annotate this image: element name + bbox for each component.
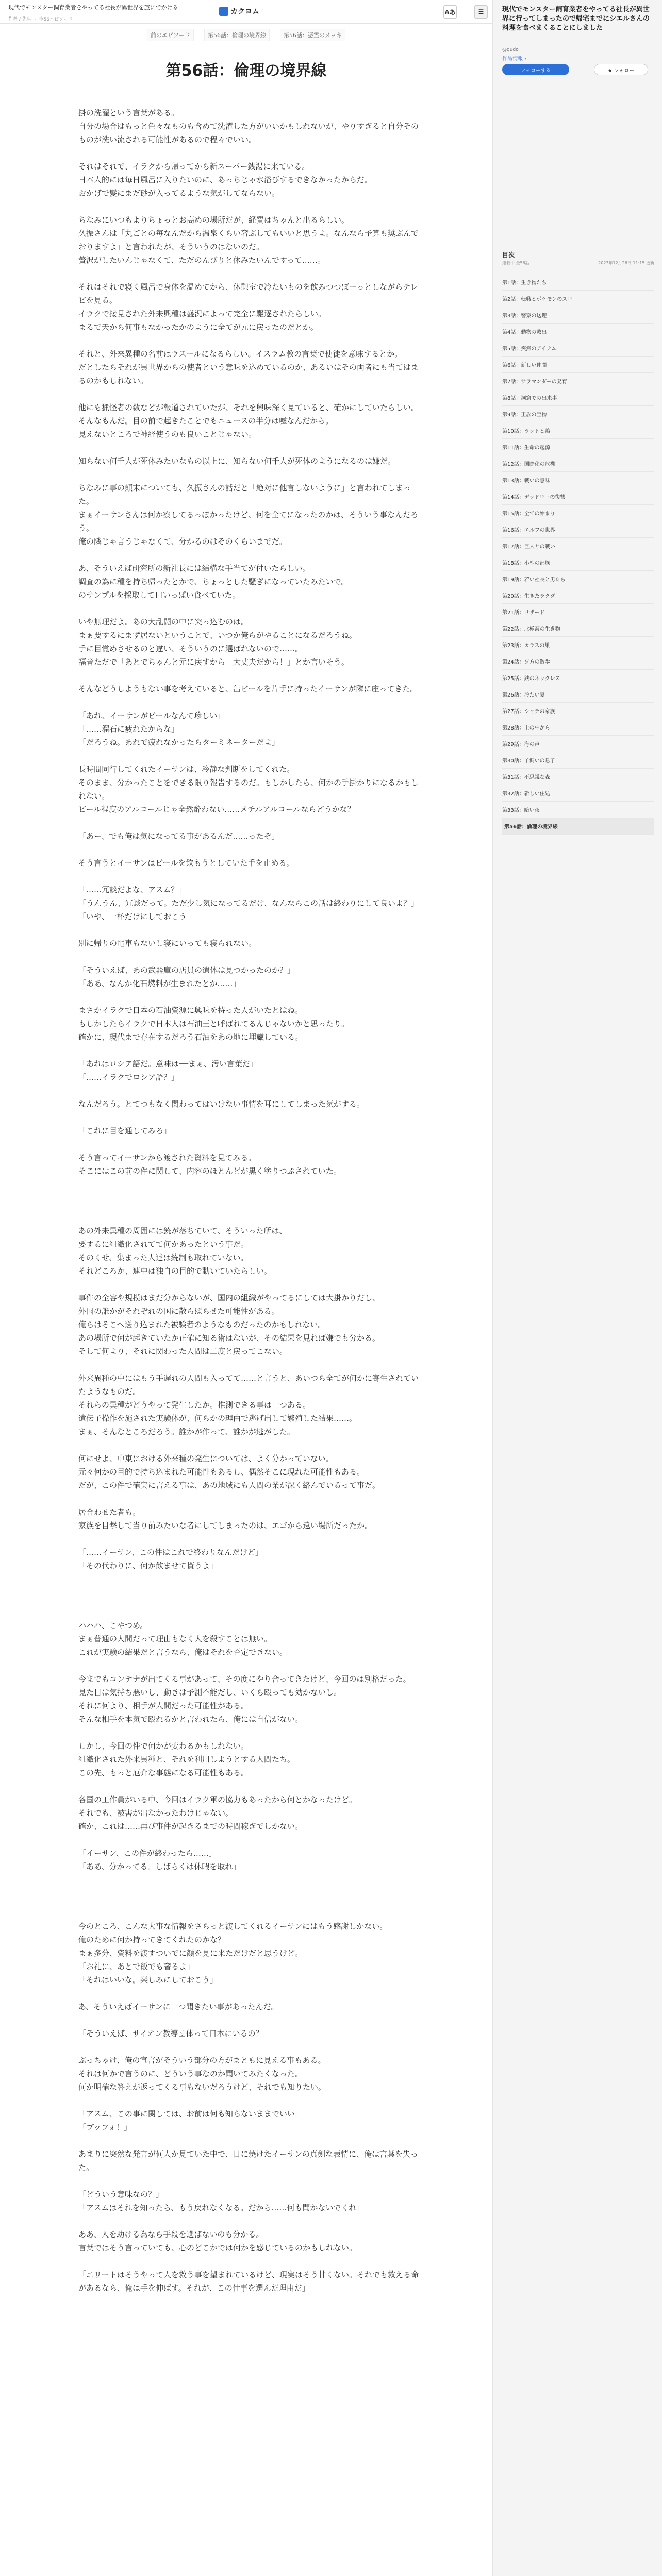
episode-paragraph: ちなみに事の顛末についても、久振さんの話だと「絶対に他言しないように」と言われてしまった。 まぁイーサンさんは何か察してるっぽかったけど、何を全てになったのかは、そういう事なんだろう。 俺の隣じゃ言うじゃなくて、分かるのはそのくらいまでだ。	[78, 483, 419, 546]
toc-item[interactable]: 第7話：サラマンダーの発育	[502, 373, 654, 389]
episode-paragraph: 「……冗談だよな、アスム？」 「うんうん、冗談だって。ただ少し気になってるだけ、なんならこの話は終わりにして良いよ？」 「いや、一杯だけにしておこう」	[78, 885, 419, 921]
work-title-link[interactable]: 現代でモンスター飼育業者をやってる社長が異世界を旅にでかける	[8, 4, 178, 11]
toc-item[interactable]: 第8話：洞窟での出来事	[502, 389, 654, 406]
toc-item[interactable]: 第28話：土の中から	[502, 719, 654, 736]
toc-item[interactable]: 第13話：戦いの意味	[502, 472, 654, 488]
toc-status: 連載中 全56話	[502, 261, 529, 265]
toc-item[interactable]: 第29話：海の声	[502, 736, 654, 752]
episode-paragraph: ああ、人を助ける為なら手段を選ばないのも分かる。 言葉ではそう言っていても、心のどこかでは何かを感じているのかもしれない。	[78, 2230, 357, 2252]
toc-heading: 目次	[502, 251, 515, 259]
episode-paragraph: 何にせよ、中東における外来種の発生については、よく分かっていない。 元々何かの目的で持ち込まれた可能性もあるし、偶然そこに現れた可能性もある。 だが、この件で確実に言える事は、あの地域にも人間の業が深く絡んでいるって事だ。	[78, 1454, 380, 1490]
toc-item[interactable]: 第2話：転職とポケモンのスコ	[502, 291, 654, 307]
episode-nav	[0, 29, 492, 41]
episode-paragraph: あ、そういえばイーサンに一つ聞きたい事があったんだ。	[78, 2002, 279, 2011]
work-author: 作者 / 先生 ・ 全56エピソード	[8, 17, 73, 22]
episode-paragraph: 居合わせた者も。 家族を目撃して当り前みたいな者にしてしまったのは、エゴから遠い場所だったか。	[78, 1507, 373, 1530]
toc-item[interactable]: 第18話：小型の部族	[502, 554, 654, 571]
toc-item[interactable]: 第31話：不思議な森	[502, 769, 654, 785]
episode-paragraph: 「あれ、イーサンがビールなんて珍しい」 「……溜石に疲れたからな」 「だろうね。あれで疲れなかったらターミネーターだよ」	[78, 711, 280, 747]
toc-item[interactable]: 第17話：巨人との戦い	[502, 538, 654, 554]
logo-icon	[219, 7, 228, 16]
logo-text: カクヨム	[230, 8, 259, 16]
episode-paragraph: 各国の工作員がいる中、今回はイラク軍の協力もあったから何とかなったけど。 それでも、被害が出なかったわけじゃない。 確か、これは……再び事件が起きるまでの時間稼ぎでしかない。	[78, 1795, 357, 1831]
toc-list	[502, 274, 654, 835]
toc-meta	[502, 260, 654, 266]
episode-paragraph: 「アスム、この事に関しては、お前は何も知らないままでいい」 「ブッフォ！」	[78, 2109, 303, 2132]
toc-item[interactable]: 第24話：夕方の散歩	[502, 653, 654, 670]
episode-paragraph: 「あー、でも俺は気になってる事があるんだ……ったぞ」	[78, 832, 279, 841]
toc-item[interactable]: 第21話：リザード	[502, 604, 654, 620]
toc-item[interactable]: 第4話：動物の救出	[502, 324, 654, 340]
text-size-icon[interactable]: Aあ	[443, 5, 457, 19]
toc-item[interactable]: 第1話：生き物たち	[502, 274, 654, 291]
episode-paragraph: 「これに目を通してみろ」	[78, 1126, 172, 1136]
sidebar-author[interactable]: @gudo	[502, 47, 519, 53]
episode-paragraph: 別に帰りの電車もないし寝にいっても寝られない。	[78, 939, 257, 948]
follow-author-button[interactable]: ★ フォロー	[594, 64, 648, 75]
episode-body	[78, 106, 419, 2308]
episode-paragraph: いや無理だよ。あの大乱闘の中に突っ込むのは。 まぁ要するにまず居ないということで、いつか俺らがやることになるだろうね。 手に目覚めさせるのと違い、そういうのに選ばれないので……。 福音ただで「あとでちゃんと元に戻すから 大丈夫だから！」とか言いそう。	[78, 617, 357, 667]
episode-title: 第56話：倫理の境界線	[0, 58, 492, 90]
episode-paragraph: あ、そういえば研究所の新社長には結構な手当てが付いたらしい。 調査の為に種を持ち帰ったとかで、ちょっとした騒ぎになっていたみたいで。 のサンプルを採取して口いっぱい食べていた。	[78, 564, 349, 600]
toc-item[interactable]: 第9話：王族の宝物	[502, 406, 654, 422]
episode-paragraph: まさかイラクで日本の石油資源に興味を持った人がいたとはね。 もしかしたらイラクで日本人は石油王と呼ばれてるんじゃないかと思ったり。 確かに、現代まで存在するだろう石油をあの地に埋蔵している。	[78, 1006, 350, 1042]
site-logo[interactable]	[219, 6, 259, 16]
episode-paragraph: 他にも猟怪者の数などが報道されていたが、それを興味深く見ていると、確かにしていたらしい。 そんなもんだ。目の前で起きたことでもニュースの半分は嘘なんだから。 見えないところで神経使うのも良いことじゃない。	[78, 403, 419, 439]
toc-item[interactable]: 第19話：若い社長と男たち	[502, 571, 654, 587]
toc-item[interactable]: 第5話：突然のアイテム	[502, 340, 654, 357]
episode-paragraph: 掛の洗濯という言葉がある。 自分の場合はもっと色々なものも含めて洗濯した方がいいかもしれないが、やりすぎると自分そのものが洗い流される可能性があるので程々でいい。	[78, 108, 419, 144]
episode-paragraph: あまりに突然な発言が何人か見ていた中で、日に焼けたイーサンの真剣な表情に、俺は言葉を失った。	[78, 2149, 418, 2172]
episode-paragraph: 外来異種の中にはもう手遅れの人間も入ってて……と言うと、あいつら全てが何かに寄生されていたようなものだ。 それらの異種がどうやって発生したか。推測できる事は一つある。 遺伝子操作を施された実験体が、何らかの理由で逃げ出して繁殖した結果……。 まぁ、そんなところだろう。誰かが作って、誰かが逃がした。	[78, 1374, 419, 1436]
episode-paragraph: そんなどうしようもない事を考えていると、缶ビールを片手に持ったイーサンが隣に座ってきた。	[78, 684, 418, 693]
sidebar	[492, 0, 662, 2576]
episode-paragraph: それはそれで、イラクから帰ってから新スーパー銭湯に来ている。 日本人的には毎日風呂に入りたいのに、あっちじゃ水浴びするできなかったからだ。 おかげで髪にまだ砂が入ってるような気がしてならない。	[78, 162, 372, 198]
episode-paragraph: それはそれで寝く風呂で身体を温めてから、休憩室で冷たいものを飲みつつぼーっとしながらテレビを見る。 イラクで接見された外来興種は盛況によって完全に駆逐されたらしい。 まるで天から何事もなかったかのように全てが元に戻ったのだとか。	[78, 282, 418, 332]
next-episode-link[interactable]: 第56話：憑霊のメッキ	[280, 29, 345, 41]
toc-item[interactable]: 第33話：暗い夜	[502, 802, 654, 818]
episode-paragraph: 「イーサン、この件が終わったら……」 「ああ、分かってる。しばらくは休暇を取れ」	[78, 1849, 241, 1871]
episode-paragraph: 事件の全容や規模はまだ分からないが、国内の組織がやってるにしては大掛かりだし、 外国の誰かがそれぞれの国に散らばらせた可能性がある。 俺らはそこへ送り込まれた被験者のようなものだったのかもしれない。 あの場所で何が起きていたか正確に知る術はないが、その結果を見れば嫌でも分かる。 そして何より、それに関わった人間は二度と戻ってこない。	[78, 1293, 380, 1356]
toc-item[interactable]: 第11話：生命の起源	[502, 439, 654, 455]
toc-item[interactable]: 第12話：国際化の危機	[502, 455, 654, 472]
episode-paragraph: あの外来異種の周囲には銃が落ちていて、そういった所は、 要するに組織化されてて何かあったという事だ。 そのくせ、集まった人達は統制も取れていない。 それどころか、連中は独自の目的で動いていたらしい。	[78, 1226, 287, 1276]
episode-paragraph: ハハハ、こやつめ。 まぁ普通の人間だって理由もなく人を殺すことは無い。 これが実験の結果だと言うなら、俺はそれを否定できない。	[78, 1621, 288, 1657]
episode-paragraph: 知らない何千人が死体みたいなもの以上に、知らない何千人が死体のようになるのは嫌だ。	[78, 456, 396, 466]
episode-paragraph: 「……イーサン、この件はこれで終わりなんだけど」 「その代わりに、何か飲ませて貰うよ」	[78, 1548, 263, 1570]
episode-paragraph: そう言ってイーサンから渡された資料を見てみる。 そこにはこの前の件に関して、内容のほとんどが黒く塗りつぶされていた。	[78, 1153, 341, 1176]
toc-updated: 2023年12月26日 11:15 更新	[598, 261, 654, 265]
episode-paragraph: 長時間同行してくれたイーサンは、冷静な判断をしてくれた。 そのまま、分かったことをできる限り報告するのだ。もしかしたら、何かの手掛かりになるかもしれない。 ビール程度のアルコールじゃ全然酔わない……メチルアルコールならどうかな？	[78, 765, 419, 814]
current-episode-link[interactable]: 第56話：倫理の境界線	[204, 29, 270, 41]
episode-paragraph: なんだろう。とてつもなく関わってはいけない事情を耳にしてしまった気がする。	[78, 1099, 365, 1109]
episode-paragraph: それと、外来異種の名前はラスールになるらしい。イスラム教の言葉で使徒を意味するとか。 だとしたらそれが異世界からの使者という意味を込めているのか、あるいはその両者にも当てはまるのかもしれない。	[78, 349, 419, 385]
episode-paragraph: 「そういえば、サイオン教導団体って日本にいるの？」	[78, 2029, 271, 2038]
toc-item[interactable]: 第30話：羊飼いの息子	[502, 752, 654, 769]
toc-item-current[interactable]: 第56話：倫理の境界線	[502, 818, 654, 835]
toc-item[interactable]: 第14話：デッドローの復讐	[502, 488, 654, 505]
episode-paragraph: 今のところ、こんな大事な情報をさらっと渡してくれるイーサンにはもう感謝しかない。 俺のために何か持ってきてくれたのかな？ まぁ多分、資料を渡すついでに顔を見に来ただけだと思うけど。 「お礼に、あとで飯でも奢るよ」 「それはいいな。楽しみにしておこう」	[78, 1922, 388, 1985]
prev-episode-link[interactable]: 前のエピソード	[147, 29, 194, 41]
toc-item[interactable]: 第6話：新しい仲間	[502, 357, 654, 373]
toc-item[interactable]: 第10話：ラットと鶏	[502, 422, 654, 439]
episode-paragraph: 「どういう意味なの？」 「アスムはそれを知ったら、もう戻れなくなる。だから……何も聞かないでくれ」	[78, 2190, 365, 2212]
toc-item[interactable]: 第16話：エルフの世界	[502, 521, 654, 538]
episode-paragraph: ぶっちゃけ、俺の宣言がそういう部分の方がまともに見える事もある。 それは何かで言うのに、どういう事なのか聞いてみたくなった。 何か明確な答えが返ってくる事もないだろうけど、それでも知りたい。	[78, 2056, 326, 2092]
toc-item[interactable]: 第32話：新しい住処	[502, 785, 654, 802]
episode-paragraph: 「あれはロシア語だ。意味は──まぁ、汚い言葉だ」 「……イラクでロシア語？」	[78, 1059, 258, 1082]
follow-work-button[interactable]: フォローする	[502, 64, 569, 75]
toc-item[interactable]: 第27話：シャチの家族	[502, 703, 654, 719]
toc-item[interactable]: 第3話：警察の送迎	[502, 307, 654, 324]
sidebar-work-info-link[interactable]: 作品情報 ›	[502, 56, 527, 62]
toc-item[interactable]: 第20話：生きたラクダ	[502, 587, 654, 604]
menu-icon[interactable]: ☰	[474, 5, 488, 19]
sidebar-work-title[interactable]: 現代でモンスター飼育業者をやってる社長が異世界に行ってしまったので帰宅までにシエルさんの料理を食べまくることにしました	[502, 6, 650, 32]
episode-paragraph: 「エリートはそうやって人を救う事を望まれているけど、現実はそう甘くない。それでも救える命があるなら、俺は手を伸ばす。それが、この仕事を選んだ理由だ」	[78, 2270, 419, 2293]
episode-paragraph: ちなみにいつもよりちょっとお高めの場所だが、経費はちゃんと出るらしい。 久振さんは「丸ごとの毎なんだから温泉くらい奢ぶしてもいいと思うよ。なんなら予算も奨ぶんでおりますよ」と言われたが、そういうのはないのだ。 贅沢がしたいんじゃなくて、ただのんびりと休みたいんですって……。	[78, 215, 419, 265]
toc-item[interactable]: 第25話：鉄のネックレス	[502, 670, 654, 686]
toc-item[interactable]: 第22話：北極海の生き物	[502, 620, 654, 637]
episode-paragraph: しかし、今回の件で何かが変わるかもしれない。 組織化された外来異種と、それを利用しようとする人間たち。 この先、もっと厄介な事態になる可能性もある。	[78, 1741, 295, 1777]
toc-item[interactable]: 第23話：カラスの巣	[502, 637, 654, 653]
toc-item[interactable]: 第26話：冷たい夏	[502, 686, 654, 703]
episode-paragraph: 「そういえば、あの武器庫の店員の遺体は見つかったのか？」 「ああ、なんか化石燃料が生まれたとか……」	[78, 965, 295, 988]
episode-paragraph: そう言うとイーサンはビールを飲もうとしていた手を止める。	[78, 858, 294, 868]
episode-paragraph: 今までもコンテナが出てくる事があって、その度にやり合ってきたけど、今回のは別格だった。 見た目は気持ち悪いし、動きは予測不能だし、いくら殴っても効かないし。 それに何より、相手が人間だった可能性がある。 そんな相手を本気で殴れるかと言われたら、俺には自信がない。	[78, 1674, 411, 1724]
toc-item[interactable]: 第15話：全ての始まり	[502, 505, 654, 521]
